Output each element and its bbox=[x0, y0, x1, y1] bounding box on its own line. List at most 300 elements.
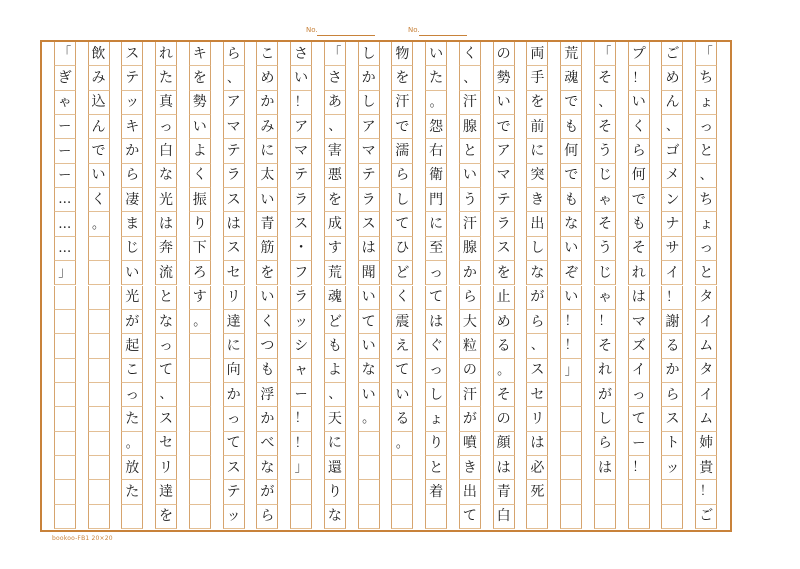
manuscript-cell: 達 bbox=[155, 480, 177, 504]
manuscript-cell: な bbox=[155, 310, 177, 334]
manuscript-cell: っ bbox=[121, 383, 143, 407]
manuscript-cell: っ bbox=[628, 383, 650, 407]
manuscript-cell: ャ bbox=[290, 359, 312, 383]
manuscript-cell: 門 bbox=[425, 188, 447, 212]
manuscript-cell: よ bbox=[324, 359, 346, 383]
manuscript-cell: を bbox=[189, 66, 211, 90]
manuscript-cell bbox=[189, 334, 211, 358]
manuscript-column bbox=[459, 42, 481, 530]
manuscript-column bbox=[628, 42, 650, 530]
manuscript-cell: ス bbox=[223, 456, 245, 480]
manuscript-cell: 濡 bbox=[391, 139, 413, 163]
manuscript-cell bbox=[290, 505, 312, 529]
manuscript-cell: た bbox=[155, 66, 177, 90]
manuscript-cell: す bbox=[324, 237, 346, 261]
manuscript-cell bbox=[560, 432, 582, 456]
manuscript-cell: り bbox=[324, 480, 346, 504]
manuscript-cell bbox=[661, 480, 683, 504]
manuscript-cell: て bbox=[223, 432, 245, 456]
manuscript-cell: く bbox=[88, 188, 110, 212]
manuscript-cell: 必 bbox=[526, 456, 548, 480]
manuscript-cell: れ bbox=[594, 359, 616, 383]
manuscript-cell: 魂 bbox=[560, 66, 582, 90]
manuscript-cell: ど bbox=[324, 310, 346, 334]
manuscript-cell: み bbox=[256, 115, 278, 139]
manuscript-cell: か bbox=[358, 66, 380, 90]
manuscript-cell bbox=[88, 310, 110, 334]
manuscript-cell: う bbox=[594, 139, 616, 163]
manuscript-cell: し bbox=[526, 237, 548, 261]
manuscript-cell: く bbox=[459, 42, 481, 66]
manuscript-cell: ゃ bbox=[594, 286, 616, 310]
manuscript-cell bbox=[189, 407, 211, 431]
manuscript-cell: 白 bbox=[155, 139, 177, 163]
manuscript-cell: い bbox=[290, 66, 312, 90]
manuscript-cell: ご bbox=[661, 42, 683, 66]
manuscript-cell: か bbox=[661, 359, 683, 383]
manuscript-cell bbox=[54, 407, 76, 431]
manuscript-cell: リ bbox=[223, 286, 245, 310]
manuscript-cell: 汗 bbox=[459, 383, 481, 407]
manuscript-cell: ト bbox=[661, 432, 683, 456]
manuscript-cell: 青 bbox=[493, 480, 515, 504]
manuscript-cell: ラ bbox=[358, 188, 380, 212]
manuscript-cell bbox=[189, 432, 211, 456]
manuscript-cell: メ bbox=[661, 164, 683, 188]
manuscript-cell: 。 bbox=[121, 432, 143, 456]
manuscript-cell: く bbox=[189, 164, 211, 188]
manuscript-cell: 怨 bbox=[425, 115, 447, 139]
manuscript-cell bbox=[391, 505, 413, 529]
manuscript-cell: 」 bbox=[290, 456, 312, 480]
manuscript-cell: な bbox=[560, 212, 582, 236]
manuscript-cell: か bbox=[256, 91, 278, 115]
manuscript-cell: て bbox=[358, 310, 380, 334]
manuscript-column bbox=[358, 42, 380, 530]
manuscript-cell: し bbox=[391, 188, 413, 212]
manuscript-column bbox=[223, 42, 245, 530]
manuscript-cell bbox=[88, 480, 110, 504]
manuscript-cell: で bbox=[560, 164, 582, 188]
manuscript-cell: 謝 bbox=[661, 310, 683, 334]
manuscript-cell: く bbox=[256, 310, 278, 334]
manuscript-cell: も bbox=[560, 188, 582, 212]
manuscript-cell: め bbox=[661, 66, 683, 90]
manuscript-cell: 飲 bbox=[88, 42, 110, 66]
manuscript-cell: で bbox=[560, 91, 582, 115]
manuscript-cell: か bbox=[223, 383, 245, 407]
manuscript-cell bbox=[54, 383, 76, 407]
manuscript-cell: 悪 bbox=[324, 164, 346, 188]
manuscript-cell: マ bbox=[628, 310, 650, 334]
manuscript-cell: 死 bbox=[526, 480, 548, 504]
manuscript-cell: 、 bbox=[695, 164, 717, 188]
manuscript-cell: ス bbox=[358, 212, 380, 236]
manuscript-cell: ！ bbox=[290, 91, 312, 115]
manuscript-cell: す bbox=[189, 286, 211, 310]
manuscript-column bbox=[526, 42, 548, 530]
manuscript-cell: ！ bbox=[628, 66, 650, 90]
manuscript-cell: か bbox=[459, 261, 481, 285]
manuscript-cell bbox=[594, 480, 616, 504]
manuscript-cell: み bbox=[88, 66, 110, 90]
manuscript-cell: は bbox=[493, 456, 515, 480]
manuscript-cell: れ bbox=[155, 42, 177, 66]
manuscript-cell bbox=[358, 432, 380, 456]
manuscript-cell: ム bbox=[695, 334, 717, 358]
manuscript-cell: そ bbox=[594, 66, 616, 90]
manuscript-column bbox=[425, 42, 447, 530]
manuscript-cell: そ bbox=[594, 115, 616, 139]
manuscript-cell: て bbox=[391, 212, 413, 236]
manuscript-sheet bbox=[40, 40, 732, 532]
manuscript-column bbox=[324, 42, 346, 530]
manuscript-cell: ち bbox=[695, 66, 717, 90]
manuscript-cell: イ bbox=[628, 359, 650, 383]
manuscript-cell: は bbox=[155, 212, 177, 236]
manuscript-cell bbox=[594, 505, 616, 529]
manuscript-cell: 達 bbox=[223, 310, 245, 334]
manuscript-cell: ス bbox=[121, 42, 143, 66]
manuscript-cell: 振 bbox=[189, 188, 211, 212]
manuscript-cell: が bbox=[121, 310, 143, 334]
manuscript-cell: っ bbox=[155, 334, 177, 358]
manuscript-cell: 流 bbox=[155, 261, 177, 285]
manuscript-cell: そ bbox=[628, 237, 650, 261]
manuscript-column bbox=[88, 42, 110, 530]
manuscript-cell: ー bbox=[54, 115, 76, 139]
manuscript-cell: 震 bbox=[391, 310, 413, 334]
manuscript-cell: 物 bbox=[391, 42, 413, 66]
manuscript-cell: ゃ bbox=[54, 91, 76, 115]
manuscript-cell: れ bbox=[628, 261, 650, 285]
header bbox=[0, 26, 800, 38]
manuscript-cell: か bbox=[121, 139, 143, 163]
manuscript-cell: リ bbox=[155, 456, 177, 480]
manuscript-cell: 荒 bbox=[324, 261, 346, 285]
manuscript-cell: 」 bbox=[54, 261, 76, 285]
manuscript-cell: て bbox=[155, 359, 177, 383]
manuscript-cell: 汗 bbox=[459, 91, 481, 115]
manuscript-cell: ス bbox=[493, 237, 515, 261]
manuscript-cell: く bbox=[628, 115, 650, 139]
manuscript-cell: き bbox=[526, 188, 548, 212]
manuscript-cell: は bbox=[628, 286, 650, 310]
manuscript-cell: ぞ bbox=[560, 261, 582, 285]
manuscript-column bbox=[121, 42, 143, 530]
manuscript-cell: も bbox=[324, 334, 346, 358]
manuscript-cell: 向 bbox=[223, 359, 245, 383]
manuscript-cell: っ bbox=[223, 407, 245, 431]
manuscript-cell: 、 bbox=[459, 66, 481, 90]
manuscript-cell: ッ bbox=[121, 91, 143, 115]
manuscript-cell: 突 bbox=[526, 164, 548, 188]
manuscript-cell: を bbox=[391, 66, 413, 90]
manuscript-cell: … bbox=[54, 237, 76, 261]
manuscript-cell: キ bbox=[189, 42, 211, 66]
manuscript-cell: ッ bbox=[223, 505, 245, 529]
manuscript-cell: シ bbox=[290, 334, 312, 358]
manuscript-cell bbox=[54, 480, 76, 504]
manuscript-cell: が bbox=[594, 383, 616, 407]
manuscript-cell: い bbox=[560, 237, 582, 261]
manuscript-cell: ら bbox=[223, 42, 245, 66]
manuscript-cell: 光 bbox=[155, 188, 177, 212]
manuscript-cell: テ bbox=[121, 66, 143, 90]
manuscript-column bbox=[54, 42, 76, 530]
manuscript-cell: に bbox=[425, 212, 447, 236]
manuscript-cell: い bbox=[560, 286, 582, 310]
manuscript-cell: て bbox=[425, 286, 447, 310]
manuscript-cell: か bbox=[256, 407, 278, 431]
manuscript-cell bbox=[54, 432, 76, 456]
manuscript-cell: 。 bbox=[88, 212, 110, 236]
manuscript-cell: 、 bbox=[594, 91, 616, 115]
manuscript-cell: 姉 bbox=[695, 432, 717, 456]
manuscript-cell: ア bbox=[493, 139, 515, 163]
manuscript-cell bbox=[54, 286, 76, 310]
manuscript-cell: 前 bbox=[526, 115, 548, 139]
manuscript-cell: こ bbox=[121, 359, 143, 383]
manuscript-cell bbox=[121, 505, 143, 529]
manuscript-cell: 着 bbox=[425, 480, 447, 504]
manuscript-cell: た bbox=[121, 480, 143, 504]
manuscript-cell: ら bbox=[594, 432, 616, 456]
manuscript-cell: う bbox=[459, 188, 481, 212]
manuscript-cell: ん bbox=[661, 91, 683, 115]
manuscript-cell: の bbox=[493, 407, 515, 431]
manuscript-cell: 「 bbox=[54, 42, 76, 66]
manuscript-column bbox=[189, 42, 211, 530]
manuscript-cell: 出 bbox=[526, 212, 548, 236]
manuscript-cell: 手 bbox=[526, 66, 548, 90]
manuscript-cell: そ bbox=[594, 212, 616, 236]
manuscript-cell: 荒 bbox=[560, 42, 582, 66]
manuscript-cell: よ bbox=[189, 139, 211, 163]
manuscript-cell: ぐ bbox=[425, 334, 447, 358]
manuscript-cell: ズ bbox=[628, 334, 650, 358]
manuscript-cell: イ bbox=[695, 310, 717, 334]
manuscript-cell: ら bbox=[661, 383, 683, 407]
manuscript-cell: ア bbox=[223, 91, 245, 115]
manuscript-cell: ろ bbox=[189, 261, 211, 285]
manuscript-cell bbox=[189, 456, 211, 480]
manuscript-cell: 。 bbox=[493, 359, 515, 383]
manuscript-cell: ひ bbox=[391, 237, 413, 261]
manuscript-cell: 何 bbox=[560, 139, 582, 163]
manuscript-cell: っ bbox=[695, 237, 717, 261]
manuscript-cell: テ bbox=[223, 480, 245, 504]
manuscript-cell: 青 bbox=[256, 212, 278, 236]
manuscript-cell: と bbox=[425, 456, 447, 480]
manuscript-cell: ー bbox=[628, 432, 650, 456]
manuscript-cell: た bbox=[121, 407, 143, 431]
manuscript-cell: イ bbox=[661, 261, 683, 285]
manuscript-cell: 至 bbox=[425, 237, 447, 261]
manuscript-cell: ま bbox=[121, 212, 143, 236]
manuscript-cell: 凄 bbox=[121, 188, 143, 212]
manuscript-cell bbox=[88, 237, 110, 261]
manuscript-cell: い bbox=[358, 383, 380, 407]
manuscript-cell: は bbox=[358, 237, 380, 261]
manuscript-cell: ア bbox=[358, 115, 380, 139]
manuscript-cell: 、 bbox=[223, 66, 245, 90]
manuscript-cell bbox=[661, 505, 683, 529]
manuscript-cell: ゴ bbox=[661, 139, 683, 163]
manuscript-cell: し bbox=[358, 42, 380, 66]
manuscript-cell: ゃ bbox=[594, 188, 616, 212]
manuscript-cell: プ bbox=[628, 42, 650, 66]
manuscript-cell: こ bbox=[256, 42, 278, 66]
manuscript-cell: 白 bbox=[493, 505, 515, 529]
manuscript-cell: リ bbox=[526, 407, 548, 431]
manuscript-cell: 筋 bbox=[256, 237, 278, 261]
manuscript-cell: … bbox=[54, 212, 76, 236]
manuscript-cell: い bbox=[358, 334, 380, 358]
manuscript-cell bbox=[88, 359, 110, 383]
manuscript-cell bbox=[391, 480, 413, 504]
manuscript-cell: 」 bbox=[560, 359, 582, 383]
manuscript-cell: し bbox=[594, 407, 616, 431]
manuscript-cell: 還 bbox=[324, 456, 346, 480]
manuscript-cell bbox=[358, 456, 380, 480]
manuscript-cell: い bbox=[628, 91, 650, 115]
manuscript-cell: う bbox=[594, 237, 616, 261]
manuscript-cell: テ bbox=[223, 139, 245, 163]
manuscript-cell: ム bbox=[695, 407, 717, 431]
manuscript-cell: る bbox=[391, 407, 413, 431]
manuscript-cell bbox=[54, 505, 76, 529]
manuscript-cell: 光 bbox=[121, 286, 143, 310]
manuscript-cell bbox=[54, 310, 76, 334]
manuscript-cell: そ bbox=[594, 334, 616, 358]
manuscript-cell: ス bbox=[223, 188, 245, 212]
manuscript-cell: 起 bbox=[121, 334, 143, 358]
manuscript-cell: 奔 bbox=[155, 237, 177, 261]
manuscript-cell: キ bbox=[121, 115, 143, 139]
manuscript-cell: あ bbox=[324, 91, 346, 115]
manuscript-cell bbox=[560, 407, 582, 431]
manuscript-cell: も bbox=[628, 212, 650, 236]
manuscript-cell: サ bbox=[661, 237, 683, 261]
manuscript-cell: ン bbox=[661, 188, 683, 212]
manuscript-cell: が bbox=[526, 286, 548, 310]
manuscript-cell: め bbox=[256, 66, 278, 90]
manuscript-column bbox=[290, 42, 312, 530]
manuscript-cell bbox=[358, 505, 380, 529]
manuscript-cell: し bbox=[358, 91, 380, 115]
manuscript-cell: 「 bbox=[695, 42, 717, 66]
manuscript-cell: い bbox=[256, 286, 278, 310]
manuscript-cell: を bbox=[256, 261, 278, 285]
manuscript-cell: ょ bbox=[695, 212, 717, 236]
manuscript-cell: ナ bbox=[661, 212, 683, 236]
manuscript-cell: 汗 bbox=[391, 91, 413, 115]
manuscript-cell: ら bbox=[628, 139, 650, 163]
manuscript-cell: え bbox=[391, 334, 413, 358]
manuscript-cell: ス bbox=[155, 407, 177, 431]
manuscript-cell: は bbox=[223, 212, 245, 236]
manuscript-cell: 、 bbox=[155, 383, 177, 407]
manuscript-cell: く bbox=[391, 286, 413, 310]
manuscript-column bbox=[661, 42, 683, 530]
manuscript-cell: も bbox=[560, 115, 582, 139]
manuscript-cell: 聞 bbox=[358, 261, 380, 285]
manuscript-cell: ち bbox=[695, 188, 717, 212]
manuscript-cell bbox=[189, 359, 211, 383]
manuscript-cell bbox=[425, 505, 447, 529]
manuscript-cell: っ bbox=[425, 359, 447, 383]
manuscript-cell: 成 bbox=[324, 212, 346, 236]
manuscript-cell: っ bbox=[155, 115, 177, 139]
manuscript-cell: を bbox=[526, 91, 548, 115]
manuscript-cell: に bbox=[223, 334, 245, 358]
manuscript-column bbox=[391, 42, 413, 530]
manuscript-cell bbox=[391, 456, 413, 480]
manuscript-cell: ！ bbox=[695, 480, 717, 504]
manuscript-cell: ！ bbox=[290, 407, 312, 431]
manuscript-cell: に bbox=[526, 139, 548, 163]
manuscript-cell bbox=[560, 383, 582, 407]
manuscript-cell: さ bbox=[324, 66, 346, 90]
manuscript-cell bbox=[88, 383, 110, 407]
manuscript-cell: じ bbox=[121, 237, 143, 261]
manuscript-cell: ぎ bbox=[54, 66, 76, 90]
manuscript-cell bbox=[189, 505, 211, 529]
manuscript-cell: ど bbox=[391, 261, 413, 285]
manuscript-cell: マ bbox=[358, 139, 380, 163]
manuscript-cell: る bbox=[661, 334, 683, 358]
manuscript-cell: タ bbox=[695, 359, 717, 383]
manuscript-cell: で bbox=[628, 188, 650, 212]
manuscript-cell: ら bbox=[256, 505, 278, 529]
manuscript-cell: 、 bbox=[526, 334, 548, 358]
manuscript-cell bbox=[290, 480, 312, 504]
manuscript-cell: い bbox=[189, 115, 211, 139]
manuscript-cell: ス bbox=[661, 407, 683, 431]
manuscript-cell: ラ bbox=[290, 286, 312, 310]
manuscript-cell: と bbox=[695, 261, 717, 285]
manuscript-cell: 。 bbox=[189, 310, 211, 334]
manuscript-cell: 真 bbox=[155, 91, 177, 115]
manuscript-cell: ！ bbox=[560, 310, 582, 334]
manuscript-grid bbox=[42, 42, 730, 530]
manuscript-cell: ！ bbox=[628, 456, 650, 480]
manuscript-cell bbox=[88, 261, 110, 285]
number-line-left bbox=[317, 35, 375, 36]
manuscript-cell: テ bbox=[493, 188, 515, 212]
manuscript-cell: ょ bbox=[425, 407, 447, 431]
manuscript-cell: 何 bbox=[628, 164, 650, 188]
manuscript-cell: 、 bbox=[324, 383, 346, 407]
manuscript-column bbox=[695, 42, 717, 530]
manuscript-cell: は bbox=[594, 456, 616, 480]
manuscript-cell: 粒 bbox=[459, 334, 481, 358]
manuscript-cell: て bbox=[628, 407, 650, 431]
manuscript-cell bbox=[189, 383, 211, 407]
manuscript-cell: 。 bbox=[425, 91, 447, 115]
manuscript-cell: じ bbox=[594, 261, 616, 285]
manuscript-cell: と bbox=[459, 139, 481, 163]
manuscript-cell: ー bbox=[54, 139, 76, 163]
manuscript-cell bbox=[88, 407, 110, 431]
manuscript-cell: 「 bbox=[324, 42, 346, 66]
manuscript-cell: ！ bbox=[661, 286, 683, 310]
number-label-left: No. bbox=[306, 26, 318, 34]
manuscript-cell: 太 bbox=[256, 164, 278, 188]
manuscript-cell: ら bbox=[391, 164, 413, 188]
manuscript-cell: 。 bbox=[391, 432, 413, 456]
